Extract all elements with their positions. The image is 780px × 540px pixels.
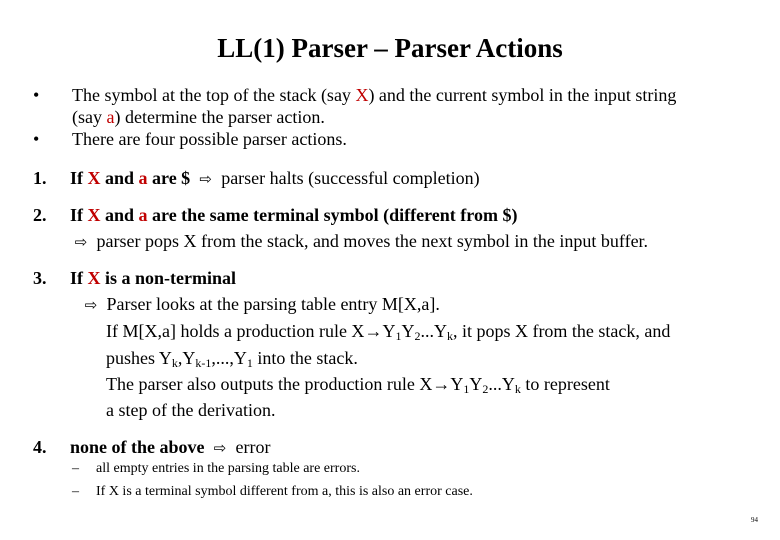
item-2-text: If X and a are the same terminal symbol (different from $)	[70, 205, 518, 225]
sub-item: all empty entries in the parsing table are errors.	[96, 461, 360, 476]
rule-arrow-icon: →	[432, 374, 451, 394]
item-3-line-4: pushes $Y_k,Y_{k-1},...,Y_1$ into the stack.	[106, 348, 358, 370]
item-3-line-5: The parser also outputs the production rule $X\to Y_1Y_2...Y_k$ to represent	[106, 374, 610, 396]
item-3-line-6: a step of the derivation.	[106, 400, 276, 420]
item-number: 3.	[33, 268, 47, 288]
dash-marker: –	[72, 461, 79, 476]
intro-line-2: (say a) determine the parser action.	[72, 107, 325, 127]
item-3-text: If X is a non-terminal	[70, 268, 237, 288]
rule-arrow-icon: →	[364, 321, 383, 341]
item-1-text: If X and a are $ ⇨ parser halts (successful completion)	[70, 168, 480, 188]
dash-marker: –	[72, 484, 79, 499]
item-number: 4.	[33, 437, 47, 457]
implies-arrow-icon: ⇨	[199, 170, 212, 188]
implies-arrow-icon: ⇨	[84, 296, 98, 314]
item-number: 1.	[33, 168, 47, 188]
symbol-a: a	[106, 107, 115, 127]
item-2-line-2: ⇨ parser pops X from the stack, and moves the next symbol in the input buffer.	[70, 230, 648, 253]
bullet-marker: •	[33, 85, 40, 105]
item-3-line-2: ⇨ Parser looks at the parsing table entry M[X,a].	[80, 293, 440, 316]
bullet-marker: •	[33, 129, 40, 149]
sub-item: If X is a terminal symbol different from a, this is also an error case.	[96, 484, 473, 499]
intro-line-1: The symbol at the top of the stack (say X) and the current symbol in the input string	[72, 85, 677, 105]
intro-line-3: There are four possible parser actions.	[72, 129, 347, 149]
item-4-text: none of the above ⇨ error	[70, 437, 271, 457]
implies-arrow-icon: ⇨	[74, 233, 88, 251]
implies-arrow-icon: ⇨	[213, 439, 227, 457]
page-number: 94	[751, 516, 758, 524]
item-3-line-3: If M[X,a] holds a production rule $X\to Y_1Y_2...Y_k$, it pops X from the stack, and	[106, 321, 671, 343]
item-number: 2.	[33, 205, 47, 225]
symbol-x: X	[355, 85, 369, 105]
slide-title: LL(1) Parser – Parser Actions	[217, 33, 563, 63]
